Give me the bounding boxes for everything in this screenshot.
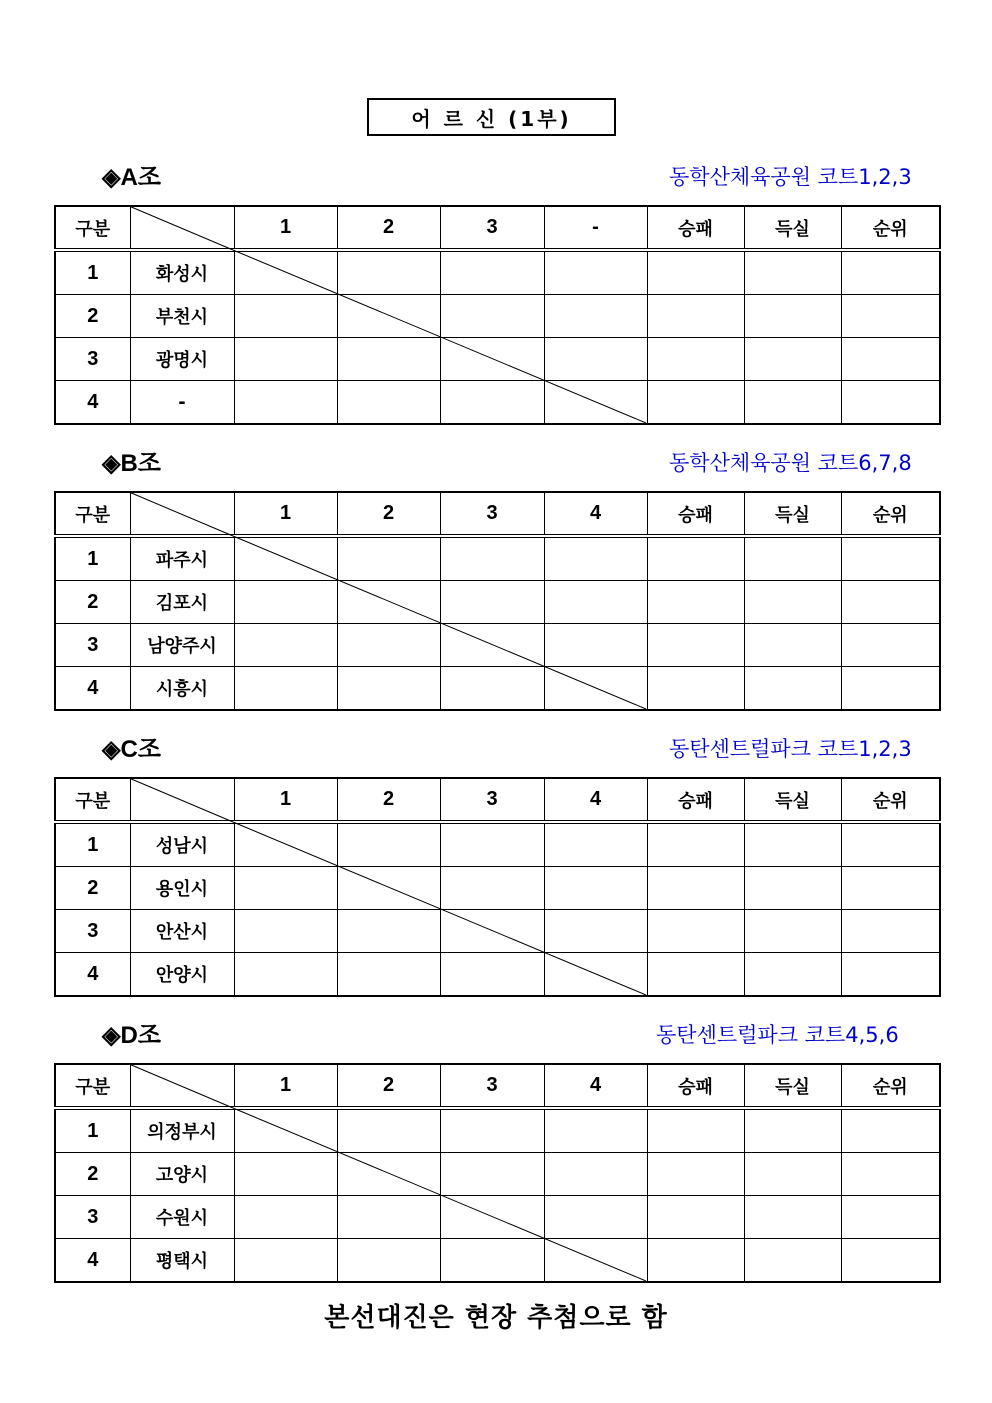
rank-cell[interactable] — [841, 667, 940, 711]
team-name: 수원시 — [130, 1196, 234, 1239]
rank-cell[interactable] — [841, 822, 940, 867]
header-blank — [130, 206, 234, 250]
header-blank — [130, 492, 234, 536]
header-gubun: 구분 — [55, 1064, 130, 1108]
score-cell[interactable] — [440, 910, 544, 953]
group-header — [54, 1015, 939, 1063]
team-name: 파주시 — [130, 536, 234, 581]
table-row — [55, 822, 940, 867]
header-col-3: 3 — [440, 492, 544, 536]
header-blank — [130, 778, 234, 822]
points-cell[interactable] — [744, 338, 841, 381]
win-loss-cell[interactable] — [647, 667, 744, 711]
score-cell[interactable] — [544, 338, 647, 381]
team-name: 광명시 — [130, 338, 234, 381]
win-loss-cell[interactable] — [647, 624, 744, 667]
win-loss-cell[interactable] — [647, 822, 744, 867]
score-cell[interactable] — [337, 295, 440, 338]
header-points: 득실 — [744, 492, 841, 536]
score-cell[interactable] — [440, 581, 544, 624]
score-cell[interactable] — [337, 953, 440, 997]
bracket-table-wrap — [54, 491, 939, 710]
header-col-2: 2 — [337, 206, 440, 250]
win-loss-cell[interactable] — [647, 581, 744, 624]
score-cell[interactable] — [337, 581, 440, 624]
points-cell[interactable] — [744, 953, 841, 997]
score-cell[interactable] — [440, 338, 544, 381]
team-name: 남양주시 — [130, 624, 234, 667]
table-row — [55, 953, 940, 997]
bracket-table — [54, 777, 941, 997]
score-cell[interactable] — [234, 1239, 337, 1283]
score-cell[interactable] — [337, 1196, 440, 1239]
team-number: 2 — [55, 1153, 130, 1196]
score-cell[interactable] — [440, 1196, 544, 1239]
header-row — [55, 492, 940, 536]
score-cell[interactable] — [337, 1239, 440, 1283]
team-name: 김포시 — [130, 581, 234, 624]
team-name: 고양시 — [130, 1153, 234, 1196]
header-rank: 순위 — [841, 206, 940, 250]
rank-cell[interactable] — [841, 381, 940, 425]
score-cell[interactable] — [544, 822, 647, 867]
table-row — [55, 1196, 940, 1239]
group-header — [54, 443, 939, 491]
score-cell[interactable] — [544, 910, 647, 953]
rank-cell[interactable] — [841, 581, 940, 624]
header-points: 득실 — [744, 778, 841, 822]
score-cell[interactable] — [234, 667, 337, 711]
team-number: 2 — [55, 867, 130, 910]
team-number: 1 — [55, 250, 130, 295]
score-cell[interactable] — [337, 381, 440, 425]
table-row — [55, 381, 940, 425]
win-loss-cell[interactable] — [647, 953, 744, 997]
table-row — [55, 295, 940, 338]
header-row — [55, 1064, 940, 1108]
header-col-2: 2 — [337, 778, 440, 822]
team-name: 부천시 — [130, 295, 234, 338]
score-cell[interactable] — [544, 581, 647, 624]
team-name: 평택시 — [130, 1239, 234, 1283]
bracket-table — [54, 491, 941, 711]
header-col-4: - — [544, 206, 647, 250]
rank-cell[interactable] — [841, 624, 940, 667]
rank-cell[interactable] — [841, 953, 940, 997]
score-cell[interactable] — [544, 1239, 647, 1283]
header-row — [55, 778, 940, 822]
table-row — [55, 667, 940, 711]
table-row — [55, 1108, 940, 1153]
header-col-3: 3 — [440, 778, 544, 822]
score-cell[interactable] — [440, 536, 544, 581]
header-col-2: 2 — [337, 1064, 440, 1108]
group-name: ◈C조 — [102, 736, 161, 763]
win-loss-cell[interactable] — [647, 1196, 744, 1239]
bracket-table-wrap — [54, 205, 939, 424]
footer-note: 본선대진은 현장 추첨으로 함 — [324, 1303, 668, 1333]
table-row — [55, 250, 940, 295]
rank-cell[interactable] — [841, 250, 940, 295]
group-a — [54, 157, 939, 424]
header-rank: 순위 — [841, 778, 940, 822]
points-cell[interactable] — [744, 1239, 841, 1283]
header-win-loss: 승패 — [647, 492, 744, 536]
points-cell[interactable] — [744, 667, 841, 711]
score-cell[interactable] — [440, 624, 544, 667]
win-loss-cell[interactable] — [647, 1239, 744, 1283]
score-cell[interactable] — [440, 667, 544, 711]
team-number: 4 — [55, 381, 130, 425]
score-cell[interactable] — [337, 867, 440, 910]
rank-cell[interactable] — [841, 295, 940, 338]
score-cell[interactable] — [544, 250, 647, 295]
score-cell[interactable] — [234, 624, 337, 667]
header-col-1: 1 — [234, 1064, 337, 1108]
rank-cell[interactable] — [841, 867, 940, 910]
score-cell[interactable] — [440, 822, 544, 867]
score-cell[interactable] — [337, 624, 440, 667]
header-blank — [130, 1064, 234, 1108]
points-cell[interactable] — [744, 381, 841, 425]
score-cell[interactable] — [544, 953, 647, 997]
team-number: 4 — [55, 1239, 130, 1283]
score-cell[interactable] — [544, 1196, 647, 1239]
score-cell[interactable] — [337, 1108, 440, 1153]
score-cell[interactable] — [544, 867, 647, 910]
score-cell[interactable] — [337, 822, 440, 867]
score-cell[interactable] — [234, 381, 337, 425]
score-cell[interactable] — [234, 1153, 337, 1196]
rank-cell[interactable] — [841, 1108, 940, 1153]
points-cell[interactable] — [744, 250, 841, 295]
points-cell[interactable] — [744, 822, 841, 867]
score-cell[interactable] — [440, 1153, 544, 1196]
venue-label: 동탄센트럴파크 코트4,5,6 — [656, 1023, 899, 1047]
score-cell[interactable] — [440, 953, 544, 997]
points-cell[interactable] — [744, 624, 841, 667]
team-number: 3 — [55, 1196, 130, 1239]
score-cell[interactable] — [234, 822, 337, 867]
score-cell[interactable] — [337, 338, 440, 381]
team-number: 3 — [55, 338, 130, 381]
score-cell[interactable] — [337, 910, 440, 953]
points-cell[interactable] — [744, 581, 841, 624]
team-number: 1 — [55, 822, 130, 867]
header-rank: 순위 — [841, 1064, 940, 1108]
win-loss-cell[interactable] — [647, 338, 744, 381]
score-cell[interactable] — [440, 381, 544, 425]
rank-cell[interactable] — [841, 1239, 940, 1283]
team-number: 2 — [55, 295, 130, 338]
group-name: ◈A조 — [102, 164, 161, 191]
score-cell[interactable] — [544, 536, 647, 581]
group-b — [54, 443, 939, 710]
group-name: ◈D조 — [102, 1022, 161, 1049]
score-cell[interactable] — [337, 536, 440, 581]
group-c — [54, 729, 939, 996]
team-name: - — [130, 381, 234, 425]
header-gubun: 구분 — [55, 206, 130, 250]
team-name: 안양시 — [130, 953, 234, 997]
points-cell[interactable] — [744, 867, 841, 910]
header-col-3: 3 — [440, 206, 544, 250]
table-row — [55, 624, 940, 667]
table-row — [55, 536, 940, 581]
win-loss-cell[interactable] — [647, 250, 744, 295]
rank-cell[interactable] — [841, 1153, 940, 1196]
bracket-table-wrap — [54, 1063, 939, 1282]
header-col-4: 4 — [544, 492, 647, 536]
score-cell[interactable] — [234, 295, 337, 338]
points-cell[interactable] — [744, 1153, 841, 1196]
team-number: 1 — [55, 1108, 130, 1153]
table-row — [55, 1153, 940, 1196]
score-cell[interactable] — [440, 250, 544, 295]
venue-label: 동탄센트럴파크 코트1,2,3 — [669, 737, 912, 761]
table-row — [55, 910, 940, 953]
win-loss-cell[interactable] — [647, 867, 744, 910]
group-d — [54, 1015, 939, 1282]
rank-cell[interactable] — [841, 338, 940, 381]
win-loss-cell[interactable] — [647, 1153, 744, 1196]
win-loss-cell[interactable] — [647, 381, 744, 425]
header-points: 득실 — [744, 206, 841, 250]
group-header — [54, 157, 939, 205]
points-cell[interactable] — [744, 910, 841, 953]
header-points: 득실 — [744, 1064, 841, 1108]
score-cell[interactable] — [544, 1153, 647, 1196]
header-col-2: 2 — [337, 492, 440, 536]
rank-cell[interactable] — [841, 910, 940, 953]
score-cell[interactable] — [234, 1108, 337, 1153]
table-row — [55, 867, 940, 910]
table-row — [55, 338, 940, 381]
header-rank: 순위 — [841, 492, 940, 536]
table-row — [55, 581, 940, 624]
team-name: 성남시 — [130, 822, 234, 867]
win-loss-cell[interactable] — [647, 910, 744, 953]
team-number: 2 — [55, 581, 130, 624]
score-cell[interactable] — [440, 1108, 544, 1153]
points-cell[interactable] — [744, 1108, 841, 1153]
score-cell[interactable] — [234, 536, 337, 581]
score-cell[interactable] — [234, 581, 337, 624]
header-col-1: 1 — [234, 492, 337, 536]
page-title: 어 르 신 (1부) — [367, 98, 616, 136]
team-number: 1 — [55, 536, 130, 581]
header-row — [55, 206, 940, 250]
score-cell[interactable] — [234, 250, 337, 295]
header-col-4: 4 — [544, 778, 647, 822]
score-cell[interactable] — [544, 1108, 647, 1153]
team-number: 3 — [55, 624, 130, 667]
score-cell[interactable] — [544, 381, 647, 425]
bracket-table-wrap — [54, 777, 939, 996]
header-gubun: 구분 — [55, 778, 130, 822]
bracket-table — [54, 205, 941, 425]
score-cell[interactable] — [234, 867, 337, 910]
score-cell[interactable] — [544, 295, 647, 338]
table-row — [55, 1239, 940, 1283]
team-name: 용인시 — [130, 867, 234, 910]
team-name: 화성시 — [130, 250, 234, 295]
group-header — [54, 729, 939, 777]
header-win-loss: 승패 — [647, 1064, 744, 1108]
header-col-1: 1 — [234, 206, 337, 250]
score-cell[interactable] — [234, 910, 337, 953]
score-cell[interactable] — [234, 338, 337, 381]
header-win-loss: 승패 — [647, 778, 744, 822]
header-col-3: 3 — [440, 1064, 544, 1108]
score-cell[interactable] — [234, 953, 337, 997]
score-cell[interactable] — [440, 295, 544, 338]
team-name: 의정부시 — [130, 1108, 234, 1153]
score-cell[interactable] — [544, 624, 647, 667]
header-col-1: 1 — [234, 778, 337, 822]
group-name: ◈B조 — [102, 450, 161, 477]
header-win-loss: 승패 — [647, 206, 744, 250]
rank-cell[interactable] — [841, 536, 940, 581]
score-cell[interactable] — [440, 1239, 544, 1283]
venue-label: 동학산체육공원 코트6,7,8 — [669, 451, 912, 475]
rank-cell[interactable] — [841, 1196, 940, 1239]
win-loss-cell[interactable] — [647, 1108, 744, 1153]
team-number: 3 — [55, 910, 130, 953]
points-cell[interactable] — [744, 295, 841, 338]
points-cell[interactable] — [744, 536, 841, 581]
win-loss-cell[interactable] — [647, 536, 744, 581]
score-cell[interactable] — [337, 667, 440, 711]
team-number: 4 — [55, 667, 130, 711]
header-col-4: 4 — [544, 1064, 647, 1108]
score-cell[interactable] — [337, 250, 440, 295]
score-cell[interactable] — [440, 867, 544, 910]
header-gubun: 구분 — [55, 492, 130, 536]
team-name: 안산시 — [130, 910, 234, 953]
win-loss-cell[interactable] — [647, 295, 744, 338]
team-number: 4 — [55, 953, 130, 997]
venue-label: 동학산체육공원 코트1,2,3 — [669, 165, 912, 189]
team-name: 시흥시 — [130, 667, 234, 711]
score-cell[interactable] — [544, 667, 647, 711]
score-cell[interactable] — [337, 1153, 440, 1196]
bracket-table — [54, 1063, 941, 1283]
score-cell[interactable] — [234, 1196, 337, 1239]
points-cell[interactable] — [744, 1196, 841, 1239]
